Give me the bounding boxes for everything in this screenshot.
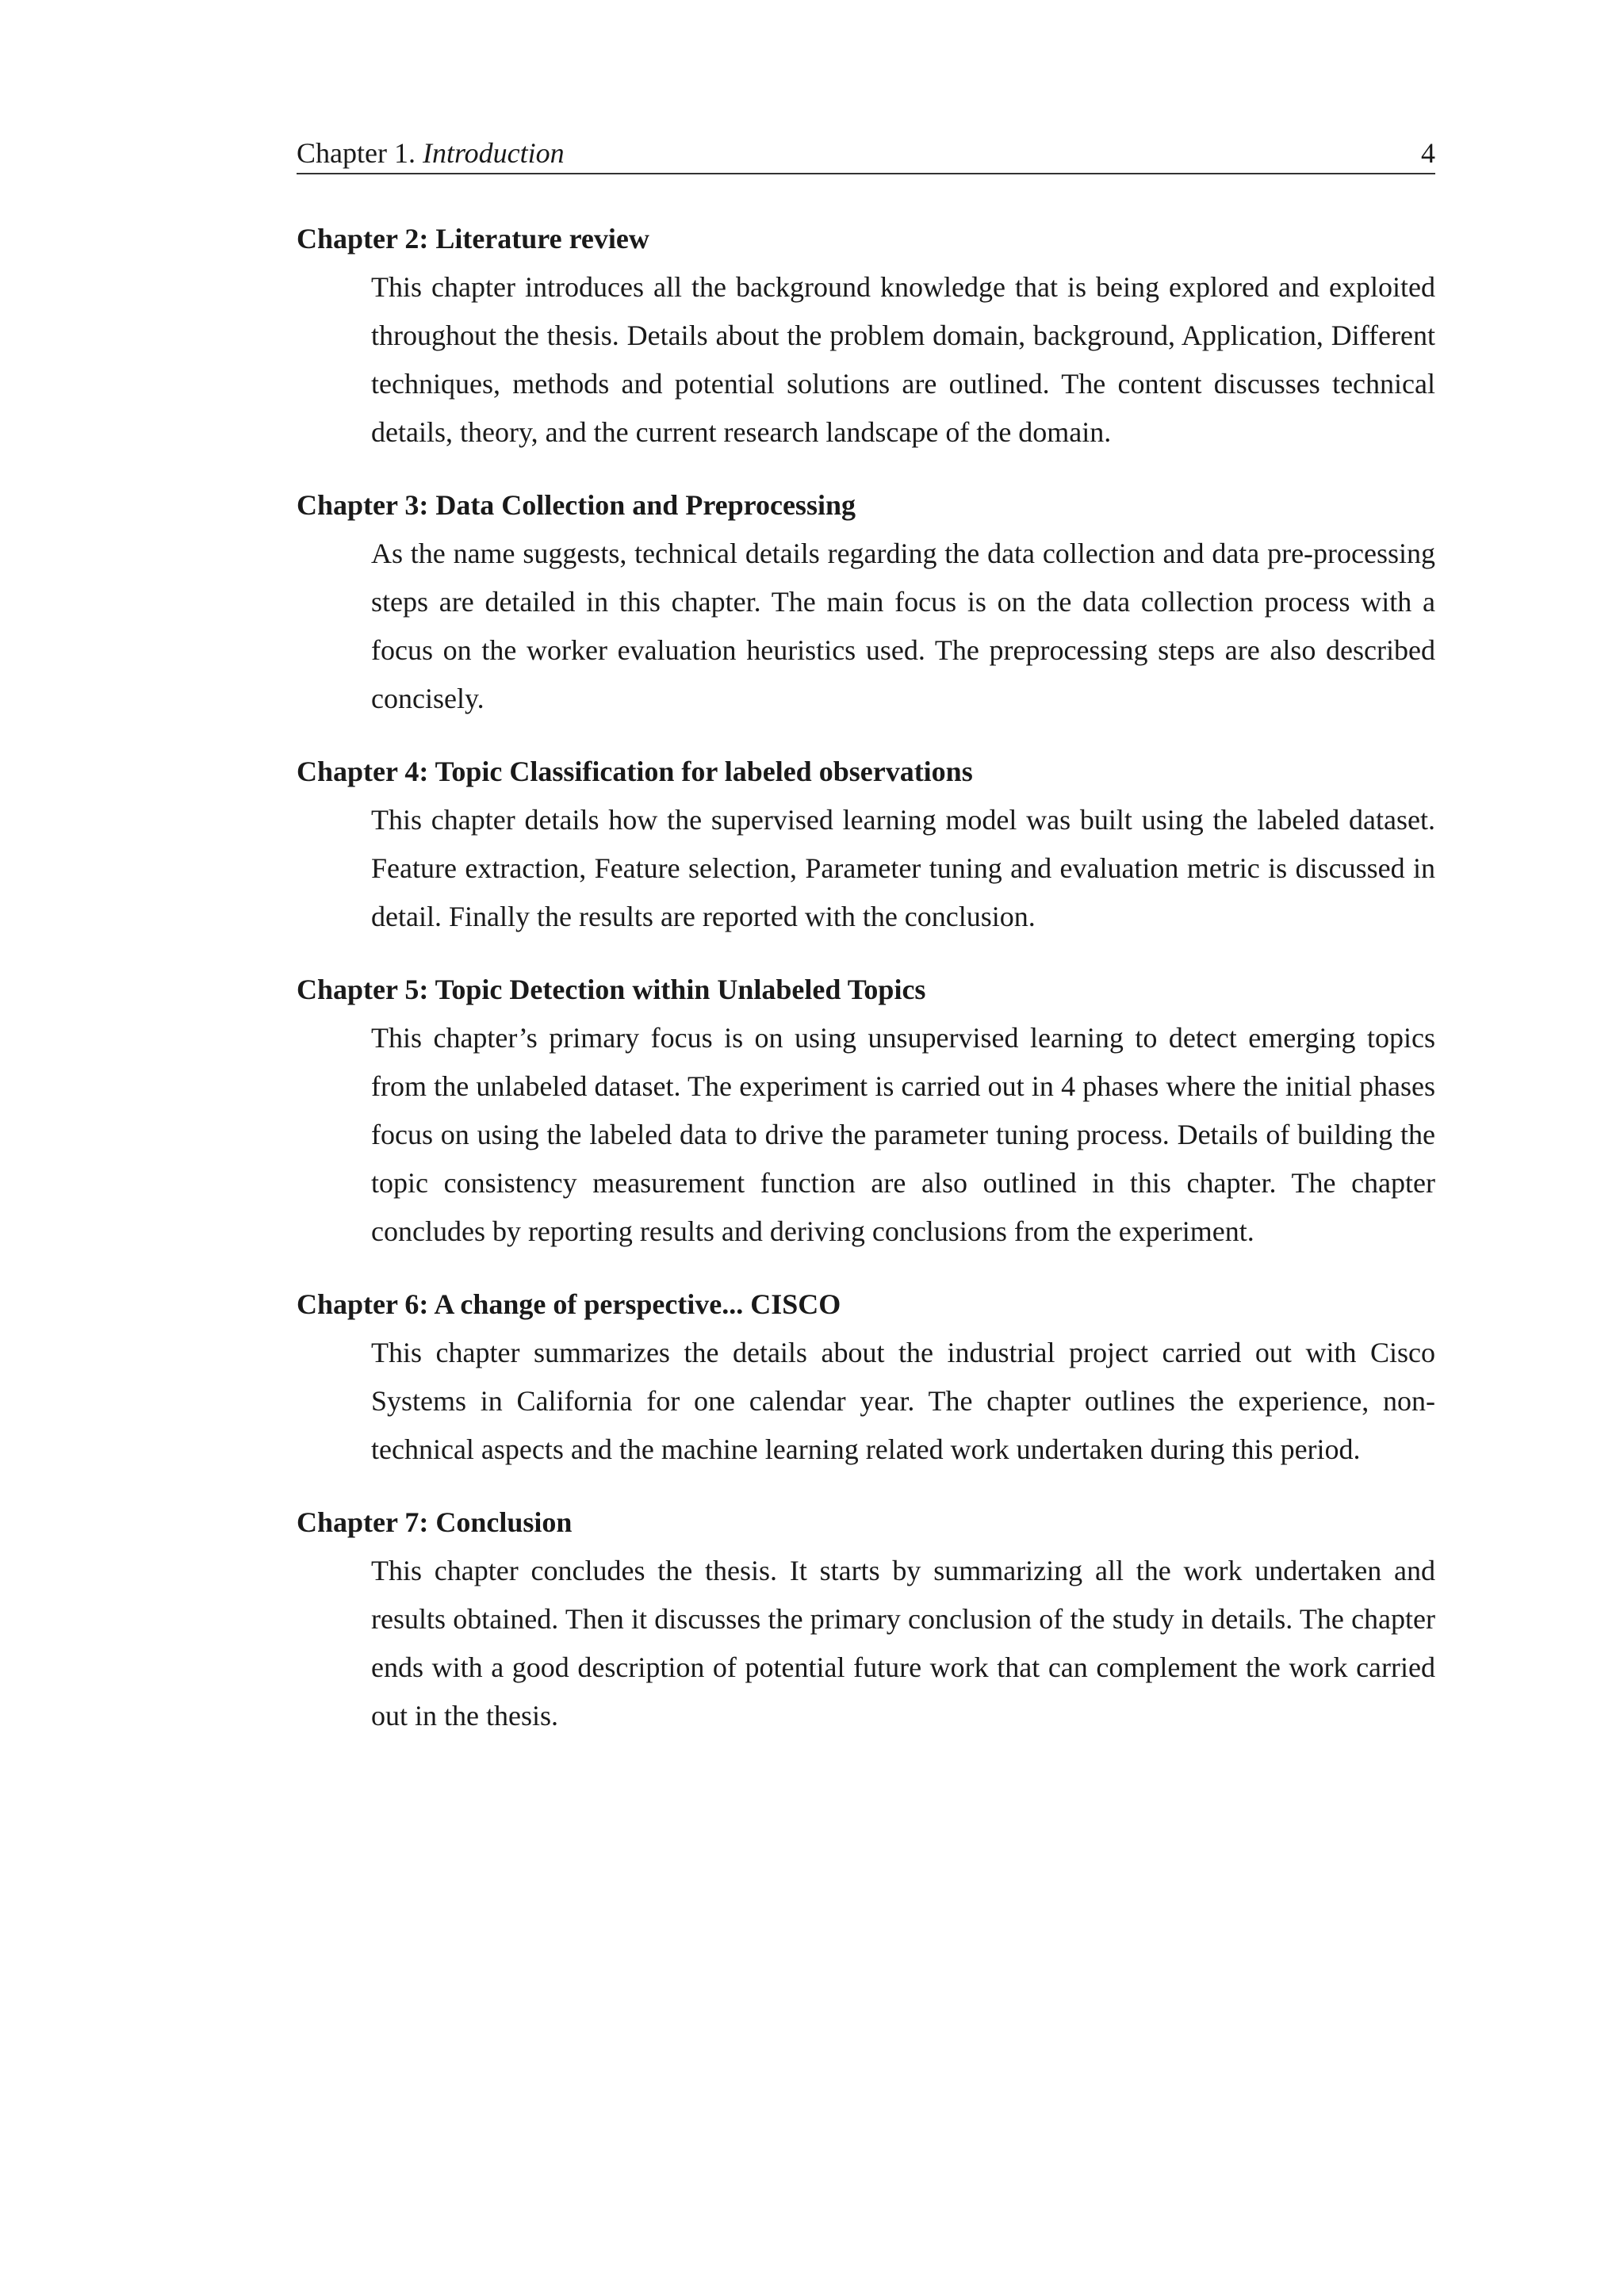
running-header-prefix: Chapter 1. <box>297 137 416 169</box>
chapter-4-heading: Chapter 4: Topic Classification for labeled observations <box>297 756 973 787</box>
chapter-4-entry <box>297 747 1435 941</box>
chapter-6-entry <box>297 1280 1435 1474</box>
running-header-title: Introduction <box>422 137 565 169</box>
chapter-3-entry <box>297 480 1435 723</box>
chapter-3-description: As the name suggests, technical details regarding the data collection and data pre-processing steps are detailed in this chapter. The main focus is on the data collection process with a focus on the worker evaluation heuristics used. The preprocessing steps are also described concisely. <box>371 538 1435 714</box>
running-header-chapter <box>297 133 565 173</box>
chapter-6-description: This chapter summarizes the details about the industrial project carried out with Cisco Systems in California for one calendar year. The chapter outlines the experience, non-technical aspects and the machine learning related work undertaken during this period. <box>371 1337 1435 1465</box>
chapter-2-entry <box>297 214 1435 457</box>
chapter-7-description: This chapter concludes the thesis. It starts by summarizing all the work undertaken and results obtained. Then it discusses the primary conclusion of the study in details. The chapter ends with a good description of potential future work that can complement the work carried out in the thesis. <box>371 1555 1435 1732</box>
running-header <box>297 133 1435 174</box>
chapter-5-heading: Chapter 5: Topic Detection within Unlabeled Topics <box>297 974 926 1005</box>
chapter-5-description: This chapter’s primary focus is on using unsupervised learning to detect emerging topics from the unlabeled dataset. The experiment is carried out in 4 phases where the initial phases focus on using the labeled data to drive the parameter tuning process. Details of building the topic consistency measurement function are also outlined in this chapter. The chapter concludes by reporting results and deriving conclusions from the experiment. <box>371 1022 1435 1247</box>
chapter-3-heading: Chapter 3: Data Collection and Preprocessing <box>297 489 856 521</box>
chapter-5-entry <box>297 965 1435 1256</box>
chapter-2-heading: Chapter 2: Literature review <box>297 223 649 254</box>
chapter-overview-list <box>297 214 1435 1764</box>
chapter-2-description: This chapter introduces all the background knowledge that is being explored and exploited throughout the thesis. Details about the problem domain, background, Application, Different techniques, methods and potential solutions are outlined. The content discusses technical details, theory, and the current research landscape of the domain. <box>371 271 1435 448</box>
chapter-7-heading: Chapter 7: Conclusion <box>297 1506 573 1538</box>
chapter-4-description: This chapter details how the supervised learning model was built using the labeled dataset. Feature extraction, Feature selection, Parameter tuning and evaluation metric is discussed in detail. Finally the results are reported with the conclusion. <box>371 804 1435 932</box>
chapter-7-entry <box>297 1498 1435 1740</box>
page-number: 4 <box>1421 137 1435 169</box>
chapter-6-heading: Chapter 6: A change of perspective... CISCO <box>297 1288 841 1320</box>
